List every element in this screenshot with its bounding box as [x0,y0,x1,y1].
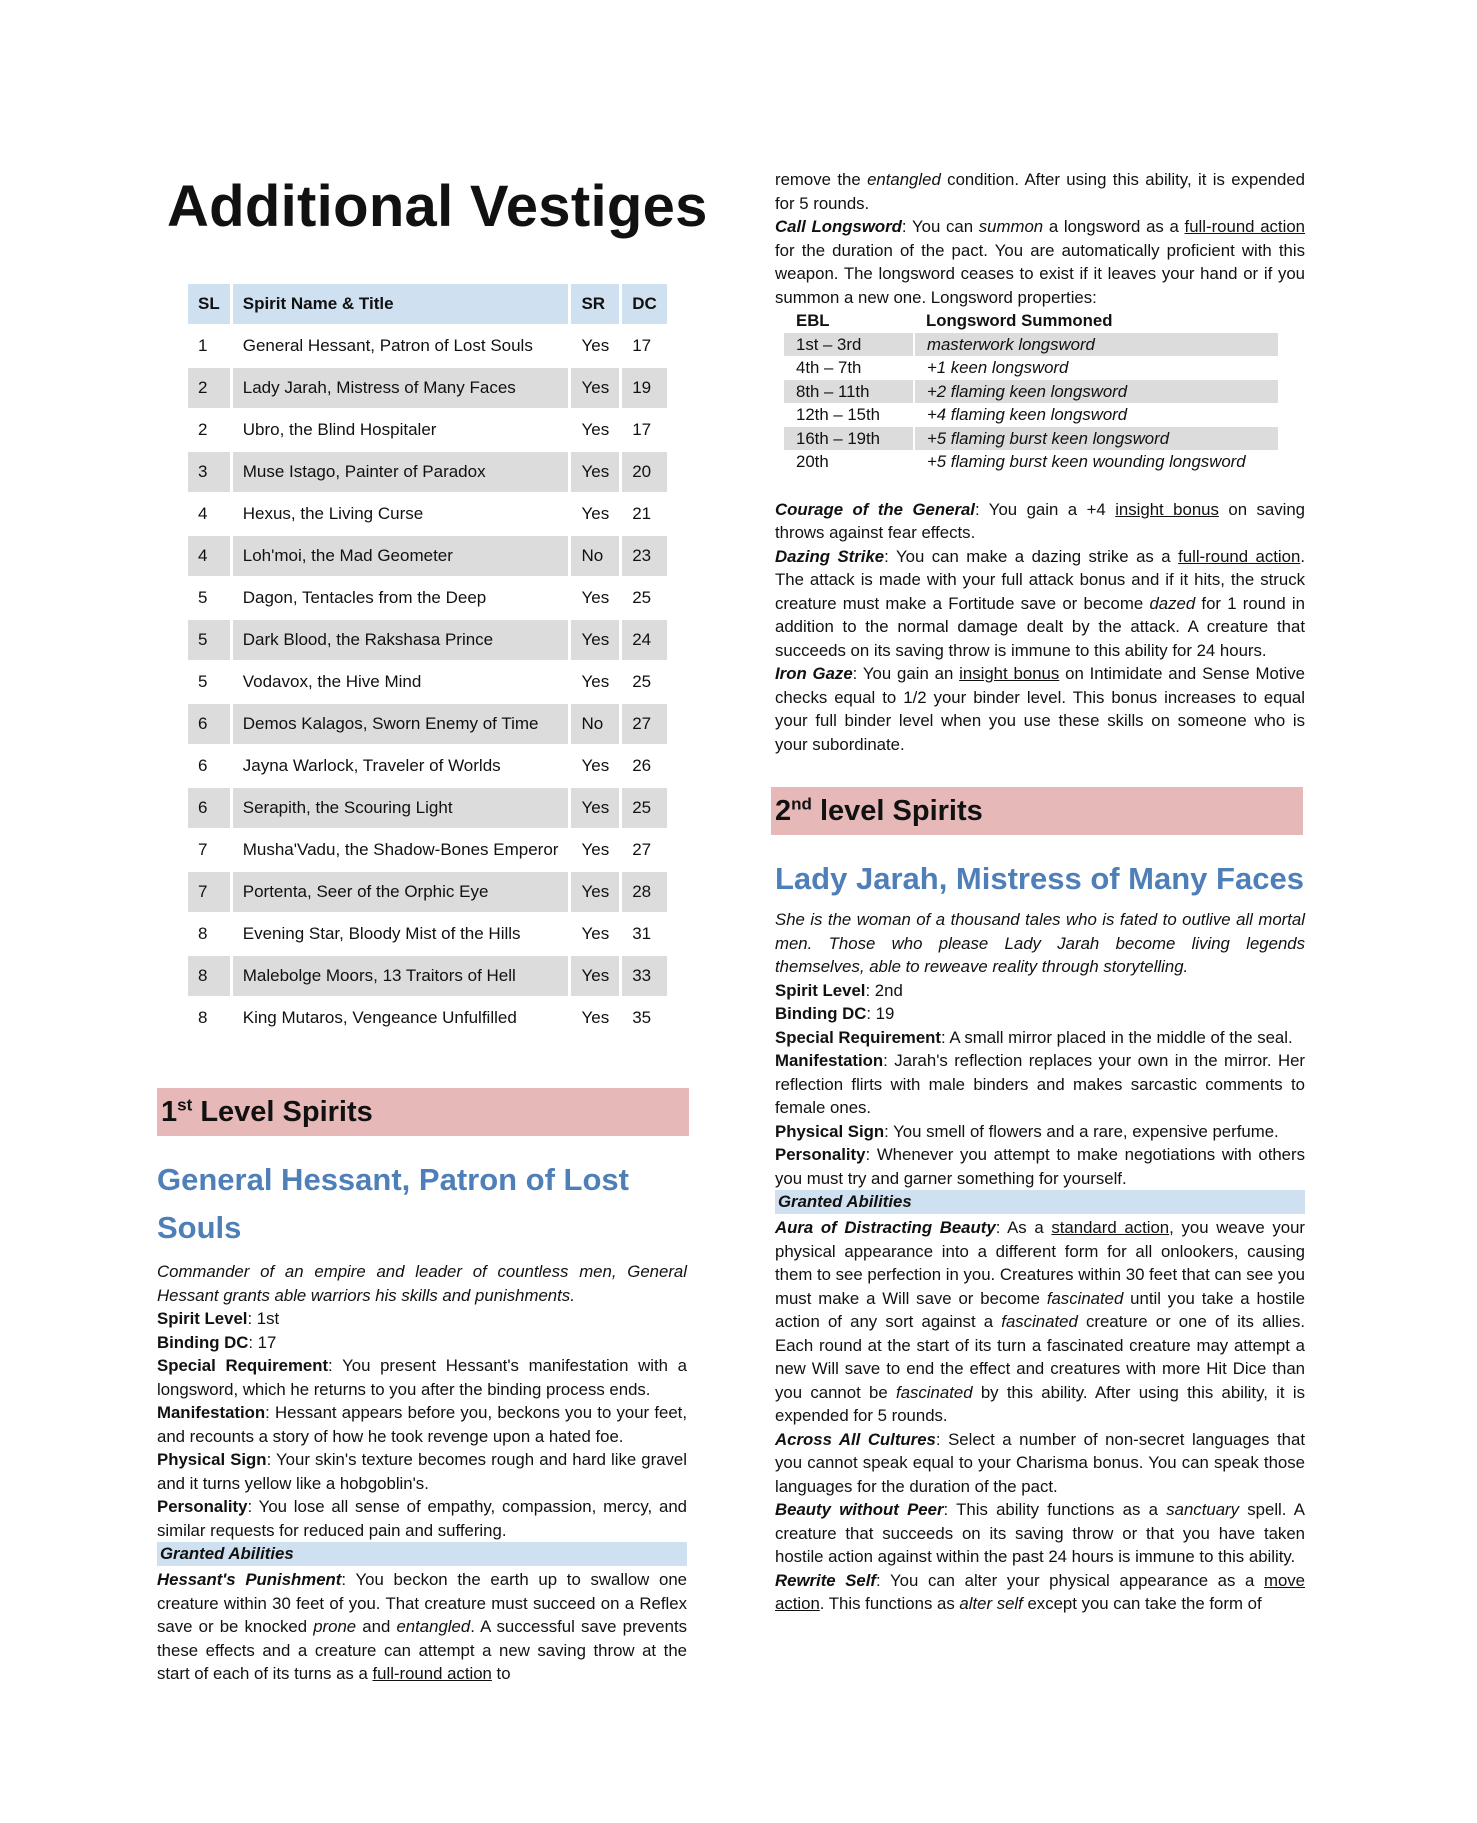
table-cell: 4 [198,504,208,523]
table-cell: Yes [568,452,619,492]
column-header: DC [619,284,667,324]
column-header: SL [198,294,220,313]
table-cell: 27 [619,830,667,870]
column-header: SR [568,284,619,324]
table-row [188,326,667,366]
table-cell: 17 [619,326,667,366]
table-cell: Yes [568,872,619,912]
table-cell: Jayna Warlock, Traveler of Worlds [230,746,569,786]
physical-sign: Physical Sign: You smell of flowers and a rare, expensive perfume. [775,1121,1279,1141]
table-row [188,578,667,618]
table-cell: Loh'moi, the Mad Geometer [230,536,569,576]
table-cell: Lady Jarah, Mistress of Many Faces [230,368,569,408]
table-cell: 8 [198,966,208,985]
manifestation: Manifestation: Jarah's reflection replaces your own in the mirror. Her reflection flirts with male binders and makes sarcastic comments to female ones. [775,1051,1305,1117]
table-cell: 3 [198,462,208,481]
table-cell: Dagon, Tentacles from the Deep [230,578,569,618]
table-row [784,450,1278,474]
table-cell: 8th – 11th [796,381,870,401]
ability-aura: Aura of Distracting Beauty: As a standard action, you weave your physical appearance into a different form for all onlookers, causing them to see perfection in you. Creatures within 30 feet that can see you must make a Will save or become fascinated until you take a hostile action of any sort against a fascinated creature or one of its allies. Each round at the start of its turn a fascinated creature may attempt a new Will save to end the effect and creatures with more Hit Dice than you cannot be fascinated by this ability. After using this ability, it is expended for 5 rounds. [775,1218,1306,1425]
table-cell: Yes [568,956,619,996]
vestige-table [188,282,667,1040]
column-header: Spirit Name & Title [230,284,569,324]
table-row [188,746,667,786]
table-row [188,368,667,408]
table-cell: 8 [198,924,208,943]
ability-continued: remove the entangled condition. After using this ability, it is expended for 5 rounds. [775,170,1305,213]
ability-rewrite-self: Rewrite Self: You can alter your physical appearance as a move action. This functions as alter self except you can take the form of [775,1570,1306,1613]
table-cell: Yes [568,998,619,1038]
table-cell: 25 [619,578,667,618]
spirit-title-jarah: Lady Jarah, Mistress of Many Faces [775,861,1304,896]
table-cell: Yes [568,326,619,366]
table-cell: 7 [198,840,208,859]
level-2-heading: 2nd level Spirits [771,787,1303,835]
spirit-intro: She is the woman of a thousand tales who is fated to outlive all mortal men. Those who please Lady Jarah become living legends themselves, able to reweave reality through storytelling. [775,910,1305,976]
table-cell: +5 flaming burst keen longsword [914,427,1278,451]
table-cell: 20th [796,452,829,471]
table-row [188,830,667,870]
table-cell: King Mutaros, Vengeance Unfulfilled [230,998,569,1038]
table-cell: No [568,536,619,576]
spirit-intro: Commander of an empire and leader of countless men, General Hessant grants able warriors his skills and punishments. [157,1262,687,1305]
table-cell: 19 [619,368,667,408]
table-row [784,403,1278,427]
table-cell: Dark Blood, the Rakshasa Prince [230,620,569,660]
table-row [188,620,667,660]
right-column [775,168,1305,1616]
table-cell: 8 [198,1008,208,1027]
table-cell: 31 [619,914,667,954]
table-cell: Malebolge Moors, 13 Traitors of Hell [230,956,569,996]
spirit-title-hessant: General Hessant, Patron of Lost Souls [157,1162,629,1245]
table-cell: 6 [198,756,208,775]
table-cell: Ubro, the Blind Hospitaler [230,410,569,450]
table-row [188,662,667,702]
table-cell: 28 [619,872,667,912]
table-cell: 5 [198,588,208,607]
table-row [188,998,667,1038]
table-cell: +2 flaming keen longsword [914,380,1278,404]
table-cell: 33 [619,956,667,996]
table-cell: Portenta, Seer of the Orphic Eye [230,872,569,912]
table-cell: Yes [568,620,619,660]
ability-dazing-strike: Dazing Strike: You can make a dazing strike as a full-round action. The attack is made with your full attack bonus and if it hits, the struck creature must make a Fortitude save or become dazed for 1 round in addition to the normal damage dealt by the attack. A creature that succeeds on its saving throw is immune to this ability for 24 hours. [775,546,1305,660]
table-cell: 6 [198,798,208,817]
ability-hessants-punishment: Hessant's Punishment: You beckon the earth up to swallow one creature within 30 feet of you. That creature must succeed on a Reflex save or be knocked prone and entangled. A successful save prevents these effects and a creature can attempt a new saving throw at the start of each of its turns as a full-round action to [157,1570,688,1683]
special-requirement: Special Requirement: A small mirror placed in the middle of the seal. [775,1027,1293,1047]
table-row [188,536,667,576]
table-row [784,333,1278,357]
table-cell: Muse Istago, Painter of Paradox [230,452,569,492]
table-cell: Yes [568,494,619,534]
column-header: Longsword Summoned [926,311,1113,330]
table-cell: Evening Star, Bloody Mist of the Hills [230,914,569,954]
table-cell: 2 [198,378,208,397]
table-cell: 2 [198,420,208,439]
table-cell: Vodavox, the Hive Mind [230,662,569,702]
left-column [157,1088,687,1686]
table-cell: Yes [568,914,619,954]
table-row [188,452,667,492]
table-cell: +4 flaming keen longsword [914,403,1278,427]
table-row [188,914,667,954]
table-cell: 12th – 15th [796,405,880,424]
table-cell: 7 [198,882,208,901]
special-requirement: Special Requirement: You present Hessant's manifestation with a longsword, which he returns to you after the binding process ends. [157,1356,687,1399]
personality: Personality: Whenever you attempt to make negotiations with others you must try and garner something for yourself. [775,1145,1305,1188]
ability-iron-gaze: Iron Gaze: You gain an insight bonus on Intimidate and Sense Motive checks equal to 1/2 your binder level. This bonus increases to equal your full binder level when you use these skills on someone who is your subordinate. [775,664,1305,754]
binding-dc: Binding DC: 17 [157,1332,277,1352]
column-header: EBL [796,311,830,330]
page-title: Additional Vestiges [167,174,708,239]
table-cell: 21 [619,494,667,534]
table-cell: 1 [198,336,208,355]
table-cell: Musha'Vadu, the Shadow-Bones Emperor [230,830,569,870]
table-row [188,494,667,534]
ability-across-all-cultures: Across All Cultures: Select a number of non-secret languages that you cannot speak equal to your Charisma bonus. You can speak those languages for the duration of the pact. [775,1429,1305,1496]
table-cell: 17 [619,410,667,450]
table-row [188,410,667,450]
table-header-row [188,284,667,324]
table-cell: Yes [568,368,619,408]
ability-beauty-without-peer: Beauty without Peer: This ability functions as a sanctuary spell. A creature that succeeds on its saving throw or that you have taken hostile action against within the past 24 hours is immune to this ability. [775,1500,1305,1566]
longsword-table [784,309,1278,474]
table-cell: General Hessant, Patron of Lost Souls [230,326,569,366]
table-cell: 1st – 3rd [796,334,862,354]
table-cell: 6 [198,714,208,733]
granted-abilities-heading: Granted Abilities [775,1190,1305,1214]
personality: Personality: You lose all sense of empathy, compassion, mercy, and similar requests for reduced pain and suffering. [157,1497,687,1540]
table-cell: 5 [198,672,208,691]
level-1-heading: 1st Level Spirits [157,1088,689,1136]
table-cell: Yes [568,410,619,450]
table-cell: 20 [619,452,667,492]
table-row [188,788,667,828]
granted-abilities-heading: Granted Abilities [157,1542,687,1566]
binding-dc: Binding DC: 19 [775,1004,895,1023]
ability-call-longsword: Call Longsword: You can summon a longsword as a full-round action for the duration of the pact. You are automatically proficient with this weapon. The longsword ceases to exist if it leaves your hand or if you summon a new one. Longsword properties: [775,217,1305,307]
table-cell: 35 [619,998,667,1038]
table-cell: +5 flaming burst keen wounding longsword [914,450,1278,474]
table-cell: +1 keen longsword [914,356,1278,380]
table-cell: No [568,704,619,744]
table-cell: 4 [198,546,208,565]
table-cell: 25 [619,662,667,702]
table-cell: masterwork longsword [914,333,1278,357]
table-cell: Yes [568,788,619,828]
ability-courage: Courage of the General: You gain a +4 insight bonus on saving throws against fear effects. [775,499,1305,542]
table-cell: 26 [619,746,667,786]
table-cell: Yes [568,830,619,870]
table-cell: 16th – 19th [796,428,880,448]
table-row [188,956,667,996]
spirit-level: Spirit Level: 2nd [775,980,903,1000]
table-cell: 23 [619,536,667,576]
table-cell: 25 [619,788,667,828]
table-cell: Demos Kalagos, Sworn Enemy of Time [230,704,569,744]
manifestation: Manifestation: Hessant appears before you, beckons you to your feet, and recounts a story of how he took revenge upon a hated foe. [157,1403,687,1446]
table-row [188,704,667,744]
table-cell: Serapith, the Scouring Light [230,788,569,828]
table-cell: 5 [198,630,208,649]
table-cell: Hexus, the Living Curse [230,494,569,534]
table-row [784,427,1278,451]
table-cell: 24 [619,620,667,660]
table-cell: 4th – 7th [796,358,862,377]
physical-sign: Physical Sign: Your skin's texture becomes rough and hard like gravel and it turns yellow like a hobgoblin's. [157,1450,687,1493]
table-cell: Yes [568,746,619,786]
table-cell: 27 [619,704,667,744]
table-row [784,356,1278,380]
table-cell: Yes [568,578,619,618]
table-row [784,380,1278,404]
spirit-level: Spirit Level: 1st [157,1309,280,1328]
table-cell: Yes [568,662,619,702]
table-row [188,872,667,912]
